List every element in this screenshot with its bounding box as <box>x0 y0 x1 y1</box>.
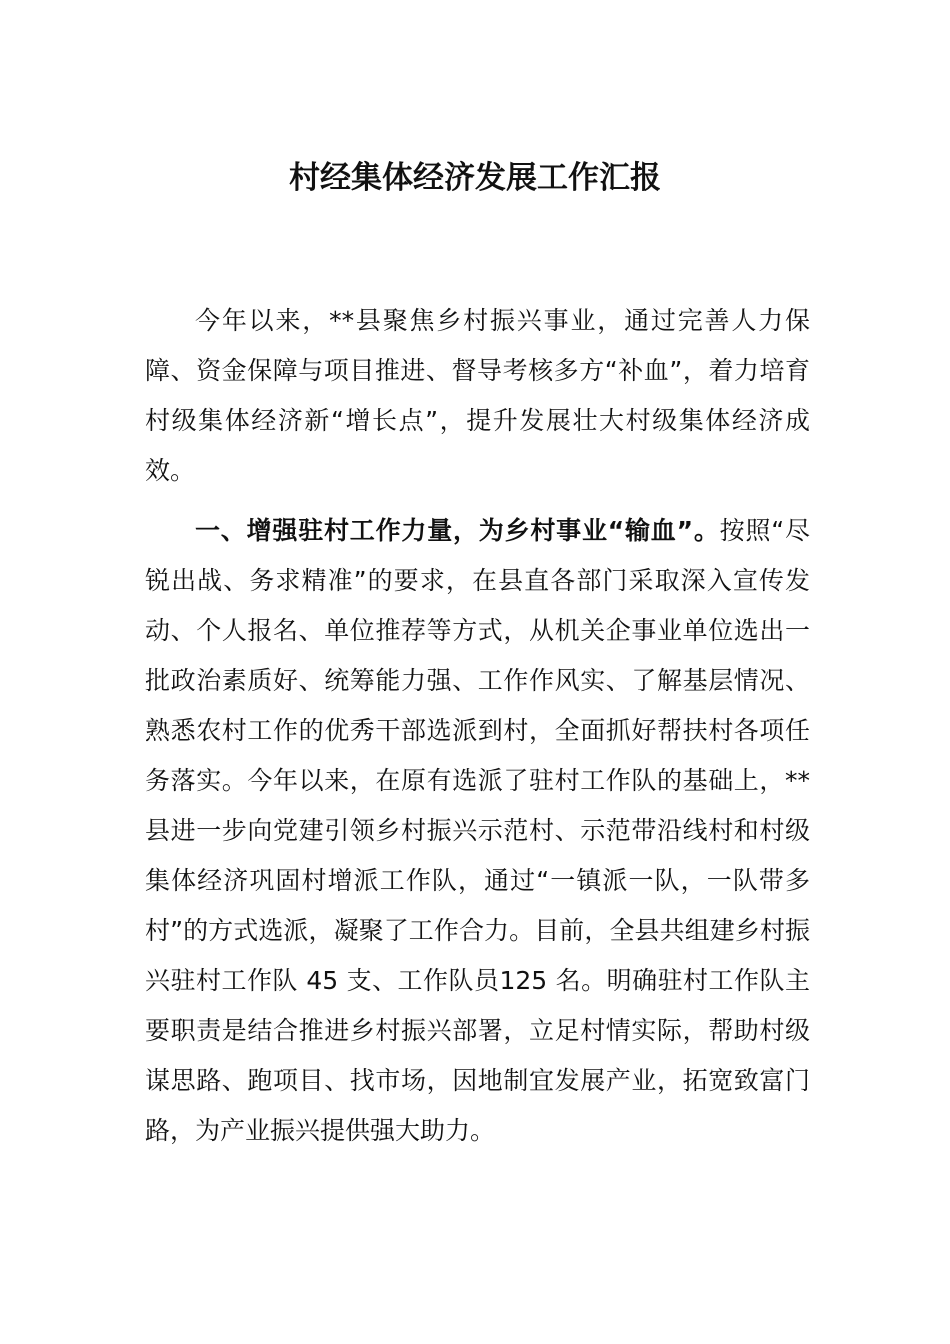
paragraph-intro-text: 今年以来，**县聚焦乡村振兴事业，通过完善人力保障、资金保障与项目推进、督导考核多方“补血”，着力培育村级集体经济新“增长点”，提升发展壮大村级集体经济成效。 <box>145 306 810 485</box>
document-title: 村经集体经济发展工作汇报 <box>289 160 661 196</box>
paragraph-intro <box>145 296 810 496</box>
paragraph-section-one <box>145 506 810 1156</box>
section-one-text: 按照“尽锐出战、务求精准”的要求，在县直各部门采取深入宣传发动、个人报名、单位推荐等方式，从机关企事业单位选出一批政治素质好、统筹能力强、工作作风实、了解基层情况、熟悉农村工作的优秀干部选派到村，全面抓好帮扶村各项任务落实。今年以来，在原有选派了驻村工作队的基础上，**县进一步向党建引领乡村振兴示范村、示范带沿线村和村级集体经济巩固村增派工作队，通过“一镇派一队，一队带多村”的方式选派，凝聚了工作合力。目前，全县共组建乡村振兴驻村工作队 45 支、工作队员125 名。明确驻村工作队主要职责是结合推进乡村振兴部署，立足村情实际，帮助村级谋思路、跑项目、找市场，因地制宜发展产业，拓宽致富门路，为产业振兴提供强大助力。 <box>145 516 810 1145</box>
section-one-heading: 一、增强驻村工作力量，为乡村事业“输血”。 <box>195 516 720 545</box>
